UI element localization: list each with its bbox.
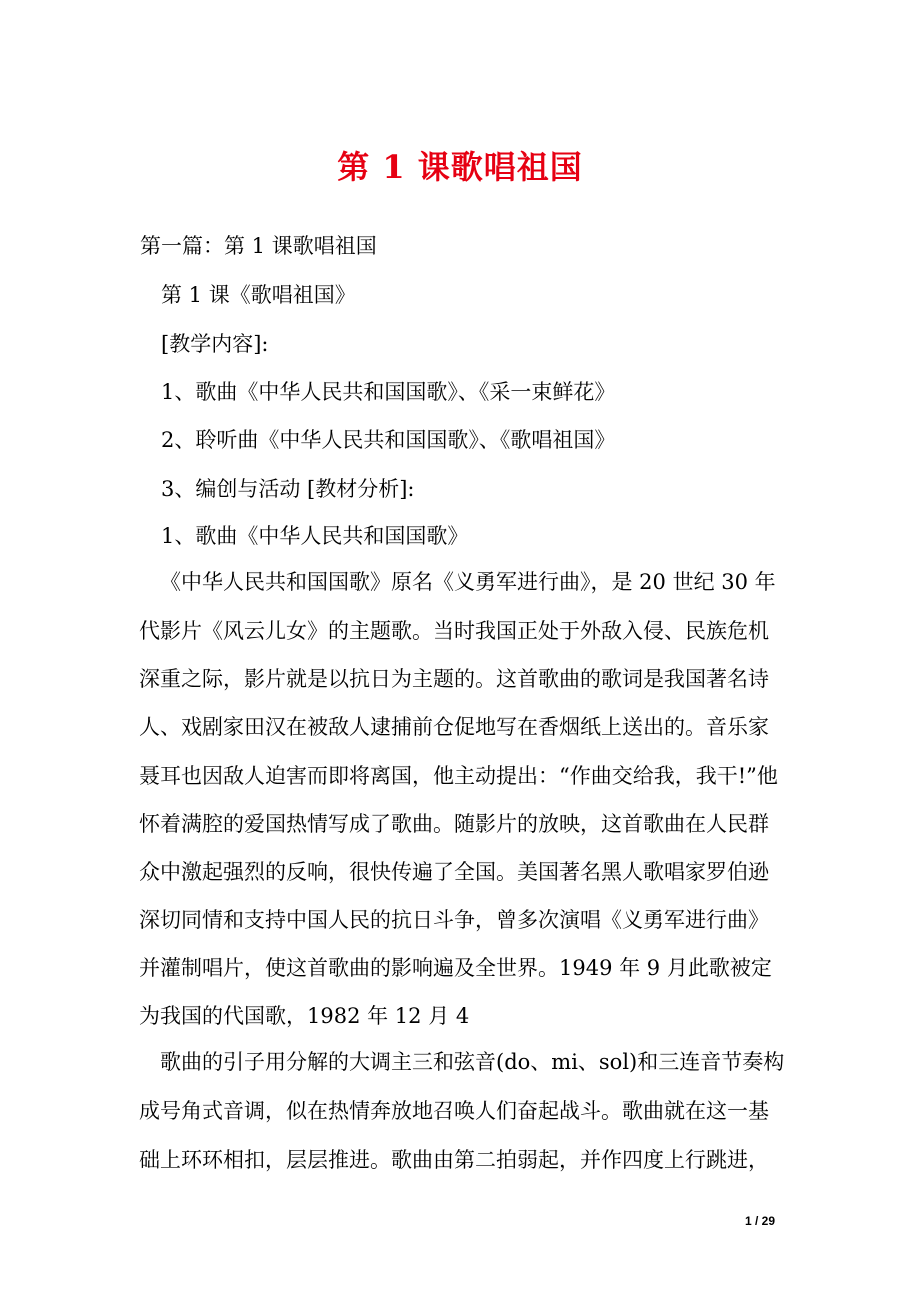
- paragraph-line: 并灌制唱片，使这首歌曲的影响遍及全世界。1949 年 9 月此歌被定: [139, 956, 772, 980]
- content-item-2: 2、聆听曲《中华人民共和国国歌》、《歌唱祖国》: [161, 428, 616, 452]
- document-title: 第 1 课歌唱祖国: [337, 148, 583, 186]
- section-heading: 第一篇：第 1 课歌唱祖国: [140, 234, 377, 258]
- paragraph-line: 怀着满腔的爱国热情写成了歌曲。随影片的放映，这首歌曲在人民群: [139, 812, 769, 836]
- lesson-heading: 第 1 课《歌唱祖国》: [161, 283, 356, 307]
- page-number: 1 / 29: [745, 1214, 776, 1228]
- content-item-3: 3、编创与活动 [教材分析]:: [161, 477, 415, 501]
- paragraph-line: 歌曲的引子用分解的大调主三和弦音(do、mi、sol)和三连音节奏构: [160, 1050, 785, 1074]
- paragraph-line: 深重之际，影片就是以抗日为主题的。这首歌曲的歌词是我国著名诗: [139, 667, 769, 691]
- paragraph-line: 础上环环相扣，层层推进。歌曲由第二拍弱起，并作四度上行跳进，: [139, 1148, 769, 1172]
- teaching-content-label: [教学内容]:: [161, 332, 269, 356]
- analysis-item-1: 1、歌曲《中华人民共和国国歌》: [161, 524, 469, 548]
- paragraph-line: 《中华人民共和国国歌》原名《义勇军进行曲》，是 20 世纪 30 年: [160, 570, 776, 594]
- paragraph-anthem-history: [139, 567, 784, 1037]
- paragraph-line: 为我国的代国歌，1982 年 12 月 4: [139, 1004, 470, 1028]
- paragraph-line: 聂耳也因敌人迫害而即将离国，他主动提出：“作曲交给我，我干!”他: [139, 764, 778, 788]
- paragraph-line: 深切同情和支持中国人民的抗日斗争，曾多次演唱《义勇军进行曲》: [139, 908, 769, 932]
- paragraph-line: 人、戏剧家田汉在被敌人逮捕前仓促地写在香烟纸上送出的。音乐家: [139, 715, 769, 739]
- paragraph-line: 众中激起强烈的反响，很快传遍了全国。美国著名黑人歌唱家罗伯逊: [139, 860, 769, 884]
- paragraph-line: 代影片《风云儿女》的主题歌。当时我国正处于外敌入侵、民族危机: [139, 619, 769, 643]
- paragraph-line: 成号角式音调，似在热情奔放地召唤人们奋起战斗。歌曲就在这一基: [139, 1099, 769, 1123]
- content-item-1: 1、歌曲《中华人民共和国国歌》、《采一束鲜花》: [161, 380, 616, 404]
- paragraph-melody-analysis: [139, 1047, 784, 1187]
